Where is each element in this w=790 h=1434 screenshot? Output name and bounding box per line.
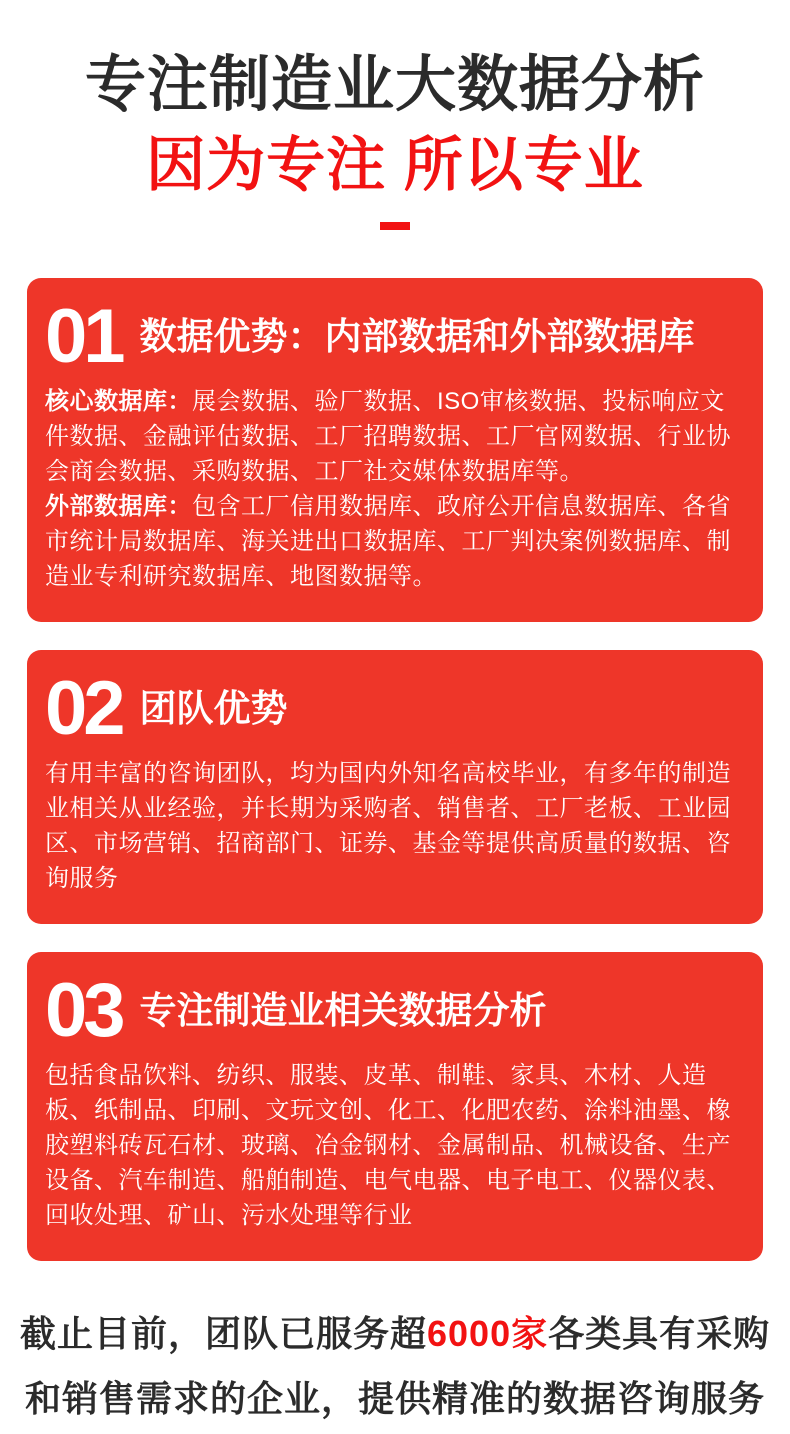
card-heading: 团队优势	[139, 687, 288, 729]
card-paragraph	[45, 756, 745, 896]
card-heading: 专注制造业相关数据分析	[139, 989, 547, 1031]
card-01-data-advantage	[27, 278, 763, 622]
footer-line-2: 和销售需求的企业，提供精准的数据咨询服务	[24, 1378, 765, 1420]
card-header	[45, 666, 745, 752]
card-paragraph	[45, 1058, 745, 1233]
header	[0, 0, 790, 230]
card-number: 02	[45, 666, 122, 752]
paragraph-text: 展会数据、验厂数据、ISO审核数据、投标响应文件数据、金融评估数据、工厂招聘数据、工厂官网数据、行业协会商会数据、采购数据、工厂社交媒体数据库等。	[45, 388, 731, 486]
divider-dash	[380, 222, 410, 230]
card-03-industry-focus	[27, 952, 763, 1261]
paragraph-label: 核心数据库：	[45, 388, 192, 416]
footer-line-1	[20, 1301, 770, 1366]
card-header	[45, 968, 745, 1054]
paragraph-text: 包含工厂信用数据库、政府公开信息数据库、各省市统计局数据库、海关进出口数据库、工厂判决案例数据库、制造业专利研究数据库、地图数据等。	[45, 493, 731, 591]
footer-text-suffix: 各类具有采购	[548, 1313, 771, 1355]
paragraph-text: 包括食品饮料、纺织、服装、皮革、制鞋、家具、木材、人造板、纸制品、印刷、文玩文创、化工、化肥农药、涂料油墨、橡胶塑料砖瓦石材、玻璃、冶金钢材、金属制品、机械设备、生产设备、汽车制造、船舶制造、电气电器、电子电工、仪器仪表、回收处理、矿山、污水处理等行业	[45, 1062, 731, 1230]
card-number: 01	[45, 294, 122, 380]
cards-section	[0, 230, 790, 1261]
paragraph-text: 有用丰富的咨询团队，均为国内外知名高校毕业，有多年的制造业相关从业经验，并长期为采购者、销售者、工厂老板、工业园区、市场营销、招商部门、证券、基金等提供高质量的数据、咨询服务	[45, 760, 731, 893]
card-02-team-advantage	[27, 650, 763, 924]
paragraph-label: 外部数据库：	[45, 493, 192, 521]
card-number: 03	[45, 968, 122, 1054]
footer-text-prefix: 截止目前，团队已服务超	[20, 1313, 428, 1355]
card-header	[45, 294, 745, 380]
footer-highlight-count: 6000家	[427, 1313, 549, 1355]
card-paragraph	[45, 384, 745, 489]
page-title: 专注制造业大数据分析	[84, 50, 705, 118]
footer	[0, 1261, 790, 1431]
card-paragraph	[45, 489, 745, 594]
page-subtitle: 因为专注 所以专业	[146, 132, 644, 199]
card-heading: 数据优势：内部数据和外部数据库	[139, 316, 695, 358]
